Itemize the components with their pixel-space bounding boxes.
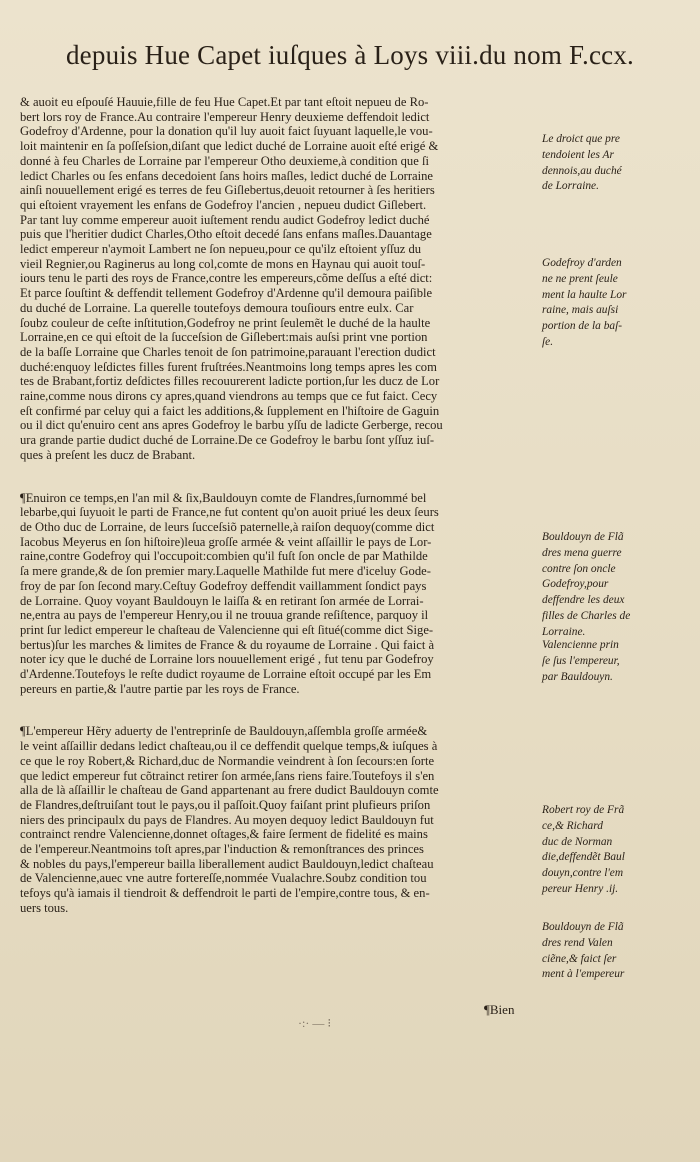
margin-note-line: ce,& Richard <box>542 819 603 832</box>
margin-note-line: Bouldouyn de Flã <box>542 531 624 543</box>
text-line: ques à preſent les ducz de Brabant. <box>20 447 196 462</box>
text-line: alla de là aſſaillir le chaſteau de Gand appartenant au frere dudict Bauldouyn comte <box>20 783 439 798</box>
margin-note-godefroy <box>542 256 690 351</box>
text-line: qui eſtoient vrayement les enfans de Godefroy l'ancien , nepueu dudict Giſlebert. <box>20 197 427 212</box>
text-line: Godefroy d'Ardenne, pour la donation qu'il luy auoit faict ſuyuant laquelle,le vou- <box>20 124 433 139</box>
margin-note-bauldouyn-war <box>542 530 690 641</box>
text-line: noter icy que le duché de Lorraine lors nouuellement erigé , fut tenu par Godefroy <box>20 652 434 667</box>
text-line: contrainct rendre Valencienne,donnet oſtages,& faire ſerment de fidelité es mains <box>20 827 428 842</box>
text-line: de Flandres,deſtruiſant tout le pays,ou il paſſoit.Quoy faiſant print plufieurs priſon <box>20 797 431 812</box>
text-line: pereurs en partie,& l'autre partie par les roys de France. <box>20 681 300 696</box>
margin-note-line: ne ne prent ſeule <box>542 272 618 285</box>
margin-note-line: duc de Norman <box>542 835 613 848</box>
margin-note-line: filles de Charles de <box>542 609 631 622</box>
margin-note-line: douyn,contre l'em <box>542 867 624 880</box>
margin-note-line: dres rend Valen <box>542 936 613 949</box>
margin-note-line: Godefroy d'arden <box>542 257 622 269</box>
running-head: depuis Hue Capet iuſques à Loys viii.du nom F.ccx. <box>65 40 634 70</box>
text-line: ledict empereur n'aymoit Lambert ne ſon nepueu,pour ce qu'ilz eſtoient yſſuz du <box>20 242 422 257</box>
text-line: ¶L'empereur Hẽry aduerty de l'entreprinſe de Bauldouyn,aſſembla groſſe armée& <box>20 724 428 739</box>
text-line: uers tous. <box>20 900 69 915</box>
margin-note-line: raine, mais auſsi <box>542 304 619 317</box>
text-line: le veint aſſaillir dedans ledict chaſteau,ou il ce deffendit quelque temps,& iuſques à <box>20 739 438 754</box>
text-line: de l'empereur.Neantmoins toſt apres,par l'induction & remonſtrances des princes <box>20 842 424 857</box>
text-line: de la baſſe Lorraine que Charles tenoit de ſon patrimoine,parauant l'erection dudict <box>20 344 436 359</box>
page-mark: ·:· — ⁝ <box>298 1016 332 1030</box>
text-line: loit maintenir en ſa poſſeſsion,diſant que ledict duché de Lorraine auoit eſté erigé & <box>20 139 439 154</box>
margin-note-line: portion de la baſ- <box>542 320 623 333</box>
text-line: du duché de Lorraine. La querelle toutefoys demoura touſiours entre eulx. Car <box>20 300 414 315</box>
text-line: donné à feu Charles de Lorraine par l'empereur Otho deuxieme,à condition que ſi <box>20 153 429 168</box>
text-line: iours tenu le parti des roys de France,contre les empereurs,cõme deſſus a eſté dict: <box>20 271 433 286</box>
paragraph-3 <box>20 724 536 915</box>
text-line: ſoubz couleur de ceſte inſtitution,Godefroy ne print ſeulemẽt le duché de la haulte <box>20 315 431 330</box>
margin-note-line: ment la haulte Lor <box>542 288 627 301</box>
margin-note-robert-richard <box>542 803 690 898</box>
text-line: bertus)ſur les marches & limites de France & du royaume de Lorraine . Qui faict à <box>20 637 435 652</box>
paragraph-1 <box>20 95 536 463</box>
text-line: froy de par ſon ſecond mary.Ceſtuy Godefroy deffendit vaillamment ſondict pays <box>20 578 427 593</box>
text-line: Iacobus Meyerus en ſon hiſtoire)leua groſſe armée & veint aſſaillir le pays de Lor- <box>20 534 432 549</box>
text-line: duché:enquoy leſdictes filles furent fruſtrées.Neantmoins long temps apres les com <box>20 359 437 374</box>
margin-note-line: dennois,au duché <box>542 164 622 177</box>
text-line: bert lors roy de France.Au contraire l'empereur Henry deuxieme deffendoit ledict <box>20 109 430 124</box>
text-line: Et parce ſouſtint & deffendit tellement Godefroy d'Ardenne qu'il demoura paiſible <box>20 286 433 301</box>
margin-note-line: ciẽne,& faict ſer <box>542 952 617 965</box>
margin-note-line: tendoient les Ar <box>542 148 614 161</box>
margin-note-line: Valencienne prin <box>542 639 619 651</box>
margin-note-line: dres mena guerre <box>542 546 622 559</box>
text-line: que ledict empereur fut cõtrainct retirer ſon armée,ſans riens faire.Toutefoys il s'en <box>20 768 435 783</box>
margin-note-valencienne <box>542 638 690 685</box>
margin-note-line: die,deffendẽt Baul <box>542 851 625 864</box>
text-line: Par tant luy comme empereur auoit iuſtement rendu audict Godefroy ledict duché <box>20 212 430 227</box>
text-line: eſt confirmé par celuy qui a faict les additions,& ſupplement en l'hiſtoire de Gaguin <box>20 403 440 418</box>
text-line: de Valencienne,auec vne autre fortereſſe,nommée Vualachre.Soubz condition tou <box>20 871 427 886</box>
text-line: raine,contre Godefroy qui l'occupoit:combien qu'il fuſt ſon oncle de par Mathilde <box>20 549 428 564</box>
paragraph-2 <box>20 491 536 697</box>
text-line: raine,comme nous dirons cy apres,quand viendrons au temps que ce fut faict. Cecy <box>20 389 438 404</box>
text-line: & nobles du pays,l'empereur bailla liberallement audict Bauldouyn,ledict chaſteau <box>20 856 434 871</box>
margin-note-line: contre ſon oncle <box>542 562 616 575</box>
text-line: ledict Charles ou ſes enfans decedoient ſans hoirs maſles, ledict duché de Lorraine <box>20 168 433 183</box>
margin-note-bauldouyn-oath <box>542 920 690 983</box>
text-line: niers des principaulx du pays de Flandres. Au moyen dequoy ledict Bauldouyn fut <box>20 812 434 827</box>
text-line: ou il dict qu'enuiro cent ans apres Godefroy le barbu yſſu de ladicte Gerberge, recou <box>20 418 443 433</box>
text-line: ne,entra au pays de l'empereur Henry,ou il ne trouua grande reſiſtence, parquoy il <box>20 608 429 623</box>
margin-note-line: ſe. <box>542 335 554 348</box>
text-line: puis que l'heritier dudict Charles,Otho eſtoit decedé ſans enfans maſles.Dauantage <box>20 227 432 242</box>
margin-note-line: ment à l'empereur <box>542 968 625 981</box>
text-line: de Otho duc de Lorraine, de leurs ſucceſsiõ paternelle,à raiſon dequoy(comme dict <box>20 519 435 534</box>
margin-note-line: Le droict que pre <box>542 133 620 145</box>
text-line: tes de Brabant,fortiz deſdictes filles recouurerent ladicte portion,ſur les ducz de Lor <box>20 374 440 389</box>
text-line: ¶Enuiron ce temps,en l'an mil & ſix,Bauldouyn comte de Flandres,ſurnommé bel <box>20 490 427 505</box>
text-line: ce que le roy Robert,& Richard,duc de Normandie veindrent à ſon ſecours:en ſorte <box>20 753 435 768</box>
margin-note-line: par Bauldouyn. <box>542 670 613 683</box>
margin-note-line: Lorraine. <box>542 625 586 638</box>
main-text-column <box>20 95 536 944</box>
margin-note-line: pereur Henry .ij. <box>542 882 619 895</box>
text-line: & auoit eu eſpouſé Hauuie,fille de feu Hue Capet.Et par tant eſtoit nepueu de Ro- <box>20 95 429 109</box>
catchword: ¶Bien <box>484 1002 515 1017</box>
text-line: d'Ardenne.Toutefoys le reſte dudict royaume de Lorraine eſtoit occupé par les Em <box>20 667 432 682</box>
text-line: Lorraine,en ce qui eſtoit de la ſucceſsion de Giſlebert:mais auſsi print vne portion <box>20 330 428 345</box>
margin-note-line: de Lorraine. <box>542 180 599 193</box>
margin-note-line: ſe ſus l'empereur, <box>542 654 620 667</box>
text-line: de Lorraine. Quoy voyant Bauldouyn le laiſſa & en retirant ſon armée de Lorrai- <box>20 593 424 608</box>
margin-note-line: Bouldouyn de Flã <box>542 921 624 933</box>
margin-note-line: deffendre les deux <box>542 594 625 607</box>
text-line: vieil Regnier,ou Raginerus au long col,comte de mons en Haynau qui auoit touſ- <box>20 256 426 271</box>
margin-note-ardenne-claim <box>542 132 690 195</box>
margin-note-line: Robert roy de Frã <box>542 804 625 816</box>
text-line: ſa mere grande,& de ſon premier mary.Laquelle Mathilde fut mere d'iceluy Gode- <box>20 564 431 579</box>
text-line: ainſi nouuellement erigé es terres de feu Giſlebertus,deuoit retourner à ſes heritiers <box>20 183 435 198</box>
text-line: print ſur ledict empereur le chaſteau de Valencienne qui eſt ſitué(comme dict Sige- <box>20 622 434 637</box>
text-line: lebarbe,qui ſuyuoit le parti de France,ne fut content qu'on auoit priué les deux ſeurs <box>20 505 439 520</box>
text-line: tefoys qu'à iamais il tiendroit & deffendroit le parti de l'empire,contre tous, & en- <box>20 886 430 901</box>
text-line: ura grande partie dudict duché de Lorraine.De ce Godefroy le barbu ſont yſſuz iuſ- <box>20 433 435 448</box>
margin-note-line: Godefroy,pour <box>542 578 609 591</box>
